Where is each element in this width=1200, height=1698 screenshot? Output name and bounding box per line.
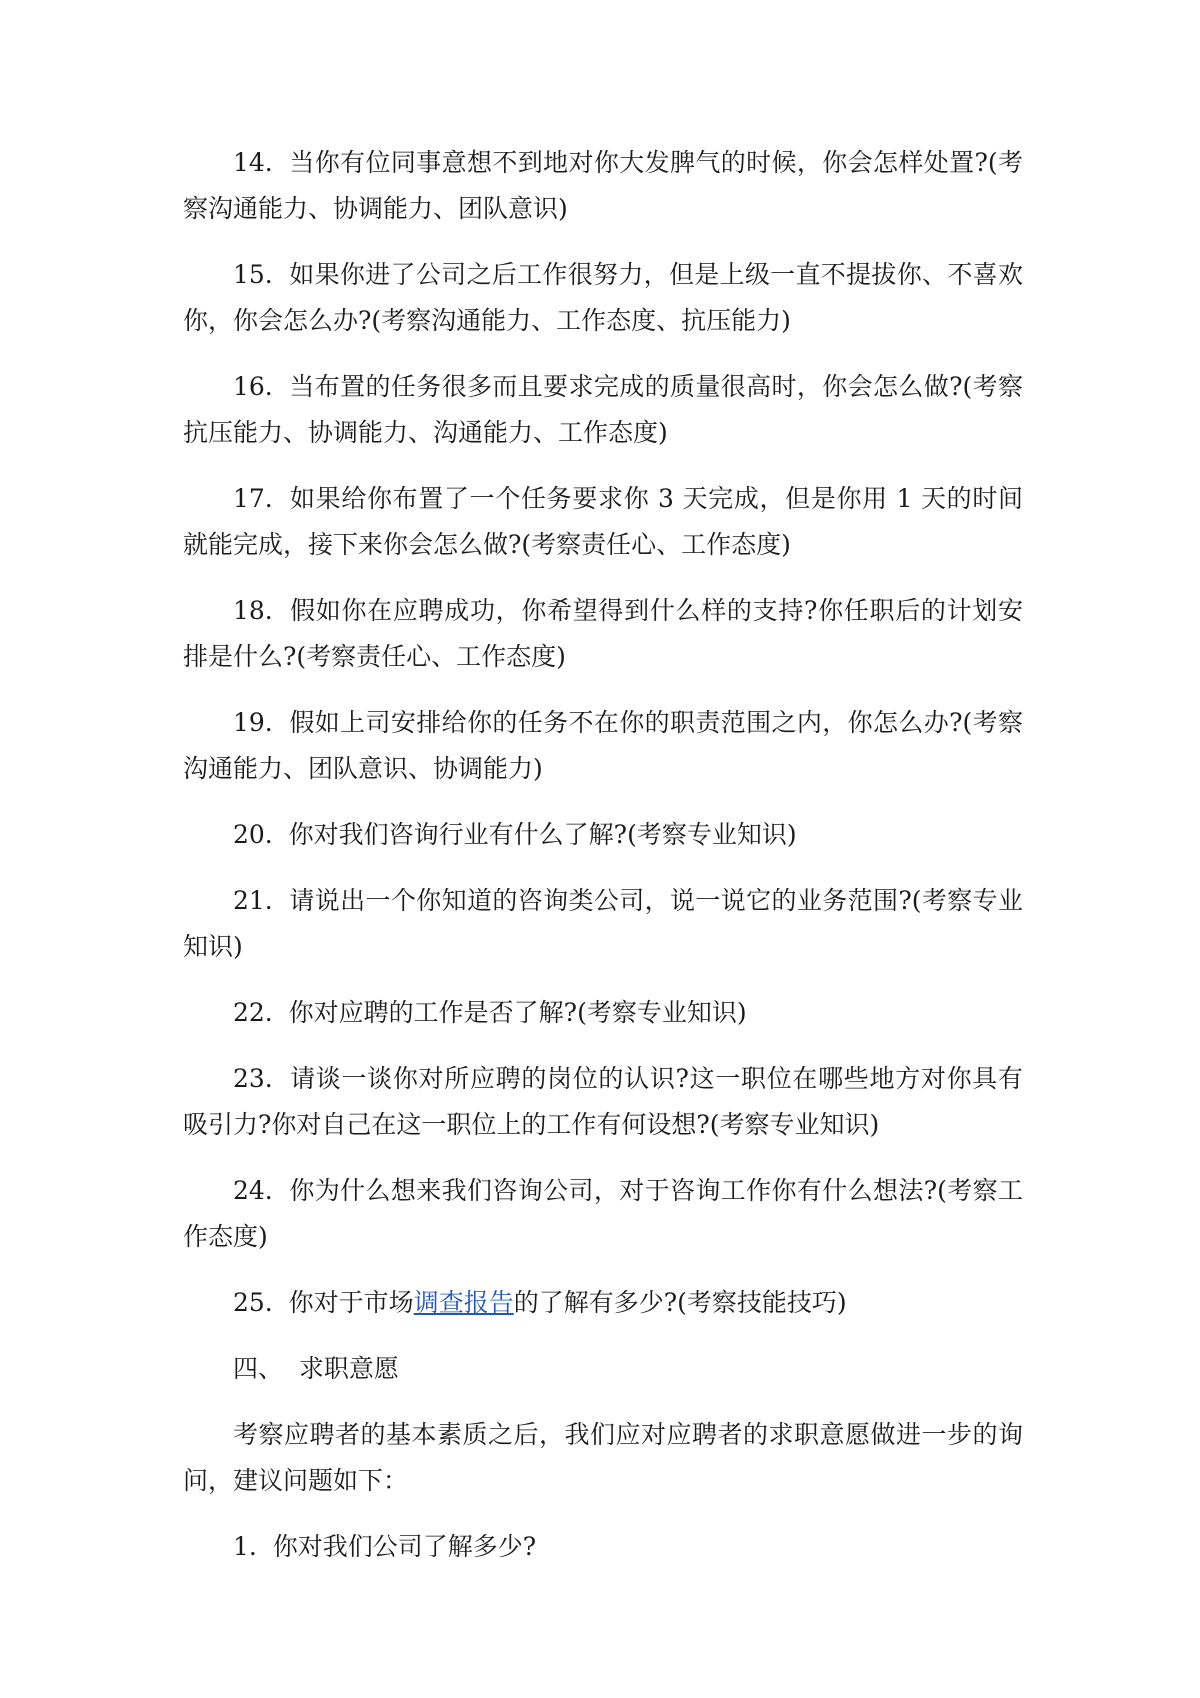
question-1 — [183, 1524, 1023, 1570]
question-text: 请谈一谈你对所应聘的岗位的认识?这一职位在哪些地方对你具有吸引力?你对自己在这一职位上的工作有何设想?(考察专业知识) — [183, 1064, 1023, 1139]
section-heading — [183, 1346, 1023, 1392]
question-number: 20. — [233, 820, 273, 849]
question-19 — [183, 700, 1023, 792]
survey-report-link[interactable]: 调查报告 — [413, 1288, 514, 1317]
question-text: 你对我们公司了解多少? — [272, 1532, 537, 1561]
question-number: 16. — [233, 372, 273, 401]
question-number: 17. — [233, 484, 273, 513]
question-text-before-link: 你对于市场 — [288, 1288, 414, 1317]
section-number: 四、 — [233, 1354, 284, 1383]
question-24 — [183, 1168, 1023, 1260]
question-23 — [183, 1056, 1023, 1148]
question-20 — [183, 812, 1023, 858]
question-21 — [183, 878, 1023, 970]
question-text: 如果你进了公司之后工作很努力，但是上级一直不提拔你、不喜欢你，你会怎么办?(考察沟通能力、工作态度、抗压能力) — [183, 260, 1023, 335]
question-text-after-link: 的了解有多少?(考察技能技巧) — [513, 1288, 847, 1317]
question-text: 你为什么想来我们咨询公司，对于咨询工作你有什么想法?(考察工作态度) — [183, 1176, 1023, 1251]
question-17 — [183, 476, 1023, 568]
question-number: 1. — [233, 1532, 257, 1561]
document-page — [183, 140, 1023, 1590]
question-text: 假如你在应聘成功，你希望得到什么样的支持?你任职后的计划安排是什么?(考察责任心、工作态度) — [183, 596, 1023, 671]
question-text: 假如上司安排给你的任务不在你的职责范围之内，你怎么办?(考察沟通能力、团队意识、协调能力) — [183, 708, 1023, 783]
question-text: 如果给你布置了一个任务要求你 3 天完成，但是你用 1 天的时间就能完成，接下来你会怎么做?(考察责任心、工作态度) — [183, 484, 1023, 559]
question-15 — [183, 252, 1023, 344]
question-text: 你对应聘的工作是否了解?(考察专业知识) — [288, 998, 747, 1027]
question-number: 23. — [233, 1064, 273, 1093]
question-number: 25. — [233, 1288, 273, 1317]
question-14 — [183, 140, 1023, 232]
question-16 — [183, 364, 1023, 456]
question-number: 22. — [233, 998, 273, 1027]
question-text: 请说出一个你知道的咨询类公司，说一说它的业务范围?(考察专业知识) — [183, 886, 1023, 961]
question-25 — [183, 1280, 1023, 1326]
question-22 — [183, 990, 1023, 1036]
question-number: 14. — [233, 148, 273, 177]
question-18 — [183, 588, 1023, 680]
question-text: 当你有位同事意想不到地对你大发脾气的时候，你会怎样处置?(考察沟通能力、协调能力、团队意识) — [183, 148, 1023, 223]
section-title: 求职意愿 — [298, 1354, 399, 1383]
question-number: 24. — [233, 1176, 273, 1205]
question-number: 19. — [233, 708, 273, 737]
question-number: 15. — [233, 260, 273, 289]
question-number: 18. — [233, 596, 273, 625]
question-text: 当布置的任务很多而且要求完成的质量很高时，你会怎么做?(考察抗压能力、协调能力、沟通能力、工作态度) — [183, 372, 1023, 447]
section-intro: 考察应聘者的基本素质之后，我们应对应聘者的求职意愿做进一步的询问，建议问题如下： — [183, 1420, 1023, 1495]
question-number: 21. — [233, 886, 273, 915]
question-text: 你对我们咨询行业有什么了解?(考察专业知识) — [288, 820, 797, 849]
